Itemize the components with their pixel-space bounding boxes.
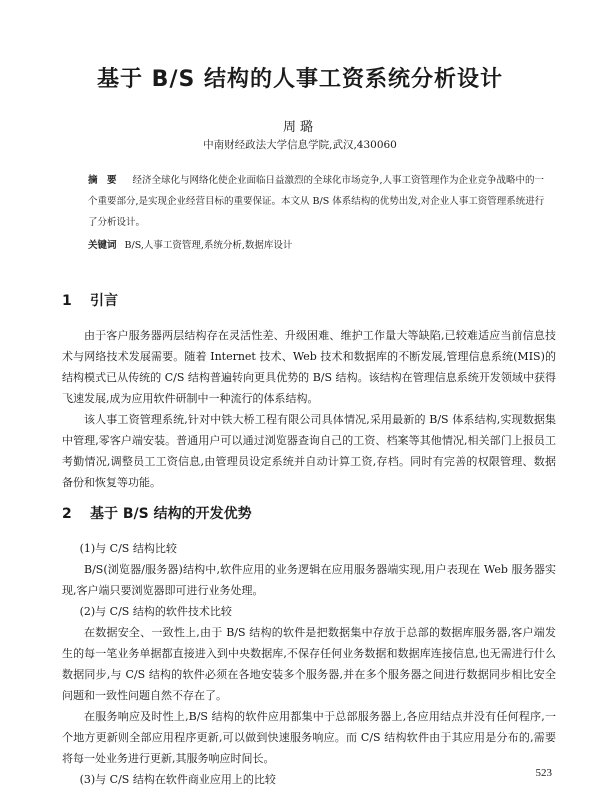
section-number: 1 [62,293,72,309]
author-name: 周璐 [282,120,317,135]
section-2-body [62,538,556,790]
keywords [88,237,550,251]
section-title: 引言 [90,293,118,309]
paper-title: 基于 B/S 结构的人事工资系统分析设计 [97,67,503,92]
subheading: (2)与 C/S 结构的软件技术比较 [79,605,232,618]
abstract [88,170,550,233]
abstract-label: 摘 要 [88,175,117,186]
keywords-label: 关键词 [88,240,117,251]
author-affiliation: 中南财经政法大学信息学院,武汉,430060 [203,139,397,151]
section-1-body [62,325,556,493]
paragraph: 由于客户服务器两层结构存在灵活性差、升级困难、维护工作量大等缺陷,已较难适应当前信息技术与网络技术发展需要。随着 Internet 技术、Web 技术和数据库的不断发展,管理信息系统(MIS)的结构模式已从传统的 C/S 结构普遍转向更具优势的 B/S 结构。该结构在管理信息系统开发领域中获得飞速发展,成为应用软件研制中一种流行的体系结构。 [62,329,556,405]
section-heading-2 [62,503,252,523]
section-heading-1 [62,290,118,310]
subheading: (3)与 C/S 结构在软件商业应用上的比较 [79,773,276,786]
section-number: 2 [62,506,72,522]
section-title: 基于 B/S 结构的开发优势 [90,506,252,522]
page-number: 523 [535,767,552,779]
paragraph: 在数据安全、一致性上,由于 B/S 结构的软件是把数据集中存放于总部的数据库服务器,客户端发生的每一笔业务单据都直接进入到中央数据库,不保存任何业务数据和数据库连接信息,也无需进行什么数据同步,与 C/S 结构的软件必须在各地安装多个服务器,并在多个服务器之间进行数据同步相比安全问题和一致性问题自然不存在了。 [62,626,556,702]
paragraph: B/S(浏览器/服务器)结构中,软件应用的业务逻辑在应用服务器端实现,用户表现在 Web 服务器实现,客户端只要浏览器即可进行业务处理。 [62,563,556,597]
keywords-text: B/S,人事工资管理,系统分析,数据库设计 [124,240,293,251]
subheading: (1)与 C/S 结构比较 [79,542,177,555]
paragraph: 该人事工资管理系统,针对中铁大桥工程有限公司具体情况,采用最新的 B/S 体系结构,实现数据集中管理,零客户端安装。普通用户可以通过浏览器查询自己的工资、档案等其他情况,相关部门上报员工考勤情况,调整员工工资信息,由管理员设定系统并自动计算工资,存档。同时有完善的权限管理、数据备份和恢复等功能。 [62,413,556,489]
paragraph: 在服务响应及时性上,B/S 结构的软件应用都集中于总部服务器上,各应用结点并没有任何程序,一个地方更新则全部应用程序更新,可以做到快速服务响应。而 C/S 结构软件由于其应用是分布的,需要将每一处业务进行更新,其服务响应时间长。 [62,710,556,765]
abstract-text: 经济全球化与网络化使企业面临日益激烈的全球化市场竞争,人事工资管理作为企业竞争战略中的一个重要部分,是实现企业经营目标的重要保证。本文从 B/S 体系结构的优势出发,对企业人事工资管理系统进行了分析设计。 [88,175,545,228]
